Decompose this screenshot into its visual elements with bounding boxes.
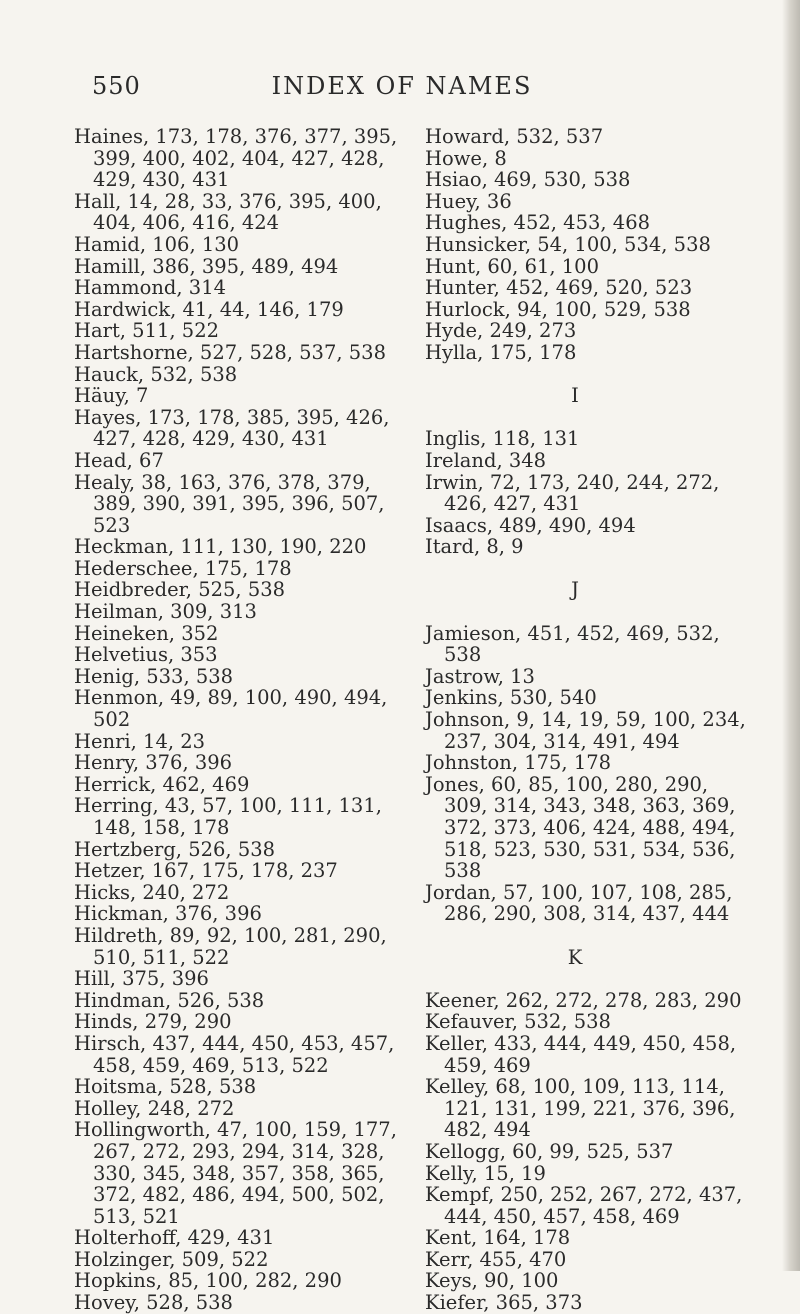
index-entry: Hyde, 249, 273: [425, 319, 577, 343]
index-entry: Hopkins, 85, 100, 282, 290: [74, 1269, 342, 1293]
section-letter-i: I: [571, 384, 579, 408]
index-entry: Hertzberg, 526, 538: [74, 837, 276, 861]
index-entry: Hammond, 314: [74, 276, 227, 300]
index-entry: Kefauver, 532, 538: [425, 1010, 611, 1034]
page-header: [92, 72, 712, 102]
index-entry: Jones, 60, 85, 100, 280, 290, 309, 314, 343, 348, 363, 369, 372, 373, 406, 424, 488, 494, 518, 523, 530, 531, 534, 536, 538: [425, 772, 736, 883]
index-entry: Hederschee, 175, 178: [74, 556, 292, 580]
index-entry: Healy, 38, 163, 376, 378, 379, 389, 390, 391, 395, 396, 507, 523: [74, 470, 385, 537]
index-entry: Holterhoff, 429, 431: [74, 1226, 275, 1250]
index-entry: Helvetius, 353: [74, 643, 218, 667]
index-entry: Hunter, 452, 469, 520, 523: [425, 276, 693, 300]
section-gap: [425, 968, 755, 990]
page-number: 550: [92, 72, 141, 100]
index-entry: Irwin, 72, 173, 240, 244, 272, 426, 427, 431: [425, 470, 720, 516]
index-entry: Hughes, 452, 453, 468: [425, 211, 651, 235]
index-entry: Keener, 262, 272, 278, 283, 290: [425, 988, 742, 1012]
index-column-right: [425, 126, 755, 1314]
index-entry: Kent, 164, 178: [425, 1226, 571, 1250]
index-entry: Hunsicker, 54, 100, 534, 538: [425, 232, 711, 256]
index-entry: Hartshorne, 527, 528, 537, 538: [74, 340, 386, 364]
section-letter-j: J: [571, 578, 579, 602]
index-column-left: [74, 126, 404, 1314]
running-title: INDEX OF NAMES: [271, 72, 533, 100]
index-entry: Hayes, 173, 178, 385, 395, 426, 427, 428, 429, 430, 431: [74, 405, 390, 451]
index-entry: Hylla, 175, 178: [425, 340, 577, 364]
index-entry: Isaacs, 489, 490, 494: [425, 513, 636, 537]
index-entry: Hirsch, 437, 444, 450, 453, 457, 458, 459, 469, 513, 522: [74, 1031, 395, 1077]
index-entry: Keller, 433, 444, 449, 450, 458, 459, 469: [425, 1031, 737, 1077]
index-entry: Häuy, 7: [74, 384, 149, 408]
index-entry: Inglis, 118, 131: [425, 427, 580, 451]
index-entry: Hauck, 532, 538: [74, 362, 238, 386]
index-entry: Kiefer, 365, 373: [425, 1291, 583, 1314]
index-entry: Hindman, 526, 538: [74, 988, 265, 1012]
index-entry: Jastrow, 13: [425, 664, 535, 688]
index-entry: Henry, 376, 396: [74, 751, 233, 775]
index-entry: Haines, 173, 178, 376, 377, 395, 399, 400, 402, 404, 427, 428, 429, 430, 431: [74, 125, 398, 192]
index-entry: Jordan, 57, 100, 107, 108, 285, 286, 290, 308, 314, 437, 444: [425, 880, 733, 926]
index-entry: Herring, 43, 57, 100, 111, 131, 148, 158, 178: [74, 794, 382, 839]
index-entry: Kelley, 68, 100, 109, 113, 114, 121, 131, 199, 221, 376, 396, 482, 494: [425, 1075, 736, 1142]
index-entry: Kerr, 455, 470: [425, 1247, 567, 1271]
index-entry: Hall, 14, 28, 33, 376, 395, 400, 404, 406, 416, 424: [74, 189, 382, 235]
index-entry: Herrick, 462, 469: [74, 772, 250, 796]
index-entry: Holzinger, 509, 522: [74, 1247, 269, 1271]
index-entry: Kelly, 15, 19: [425, 1161, 546, 1185]
index-entry: Head, 67: [74, 448, 164, 472]
index-entry: Ireland, 348: [425, 448, 547, 472]
index-entry: Hickman, 376, 396: [74, 902, 262, 926]
index-entry: Hunt, 60, 61, 100: [425, 254, 599, 278]
section-gap: [425, 364, 755, 386]
page-edge-shadow: [782, 0, 800, 1271]
index-entry: Hamid, 106, 130: [74, 232, 240, 256]
index-entry: Heilman, 309, 313: [74, 600, 257, 624]
index-entry: Heckman, 111, 130, 190, 220: [74, 535, 367, 559]
index-entry: Hollingworth, 47, 100, 159, 177, 267, 272, 293, 294, 314, 328, 330, 345, 348, 357, 358, 365, 372, 482, 486, 494, 500, 502, 513, 521: [74, 1118, 397, 1228]
index-entry: Jamieson, 451, 452, 469, 532, 538: [425, 621, 720, 667]
index-entry: Hill, 375, 396: [74, 967, 209, 991]
index-entry: Holley, 248, 272: [74, 1096, 235, 1120]
index-group-i: [425, 428, 755, 558]
section-letter-k: K: [567, 945, 583, 969]
index-entry: Heidbreder, 525, 538: [74, 578, 286, 602]
index-group-h: [425, 126, 755, 364]
index-entry: Hovey, 528, 538: [74, 1291, 233, 1314]
index-entry: Hamill, 386, 395, 489, 494: [74, 254, 339, 278]
index-group-j: [425, 623, 755, 925]
index-entry: Hardwick, 41, 44, 146, 179: [74, 297, 344, 321]
index-entry: Hicks, 240, 272: [74, 880, 230, 904]
index-entry: Henmon, 49, 89, 100, 490, 494, 502: [74, 686, 388, 732]
index-group-k: [425, 990, 755, 1314]
section-gap: [425, 925, 755, 947]
index-entry: Howard, 532, 537: [425, 125, 604, 148]
index-entry: Johnston, 175, 178: [425, 751, 612, 775]
index-entry: Keys, 90, 100: [425, 1269, 559, 1293]
index-entry: Heineken, 352: [74, 621, 219, 645]
section-gap: [425, 407, 755, 429]
section-gap: [425, 601, 755, 623]
index-entry: Henig, 533, 538: [74, 664, 234, 688]
index-entry: Huey, 36: [425, 189, 512, 213]
index-entry: Hart, 511, 522: [74, 319, 220, 343]
index-entry: Itard, 8, 9: [425, 535, 524, 559]
index-entry: Hsiao, 469, 530, 538: [425, 168, 631, 192]
index-entry: Howe, 8: [425, 146, 507, 170]
index-entry: Hetzer, 167, 175, 178, 237: [74, 859, 338, 883]
index-entry: Henri, 14, 23: [74, 729, 206, 753]
section-gap: [425, 558, 755, 580]
index-entry: Jenkins, 530, 540: [425, 686, 597, 710]
index-entry: Johnson, 9, 14, 19, 59, 100, 234, 237, 304, 314, 491, 494: [425, 708, 746, 753]
index-entry: Kempf, 250, 252, 267, 272, 437, 444, 450, 457, 458, 469: [425, 1183, 743, 1228]
index-entry: Kellogg, 60, 99, 525, 537: [425, 1139, 674, 1163]
index-entry: Hinds, 279, 290: [74, 1010, 232, 1034]
index-entry: Hoitsma, 528, 538: [74, 1075, 257, 1099]
index-entry: Hurlock, 94, 100, 529, 538: [425, 297, 691, 321]
index-entry: Hildreth, 89, 92, 100, 281, 290, 510, 511, 522: [74, 923, 387, 969]
